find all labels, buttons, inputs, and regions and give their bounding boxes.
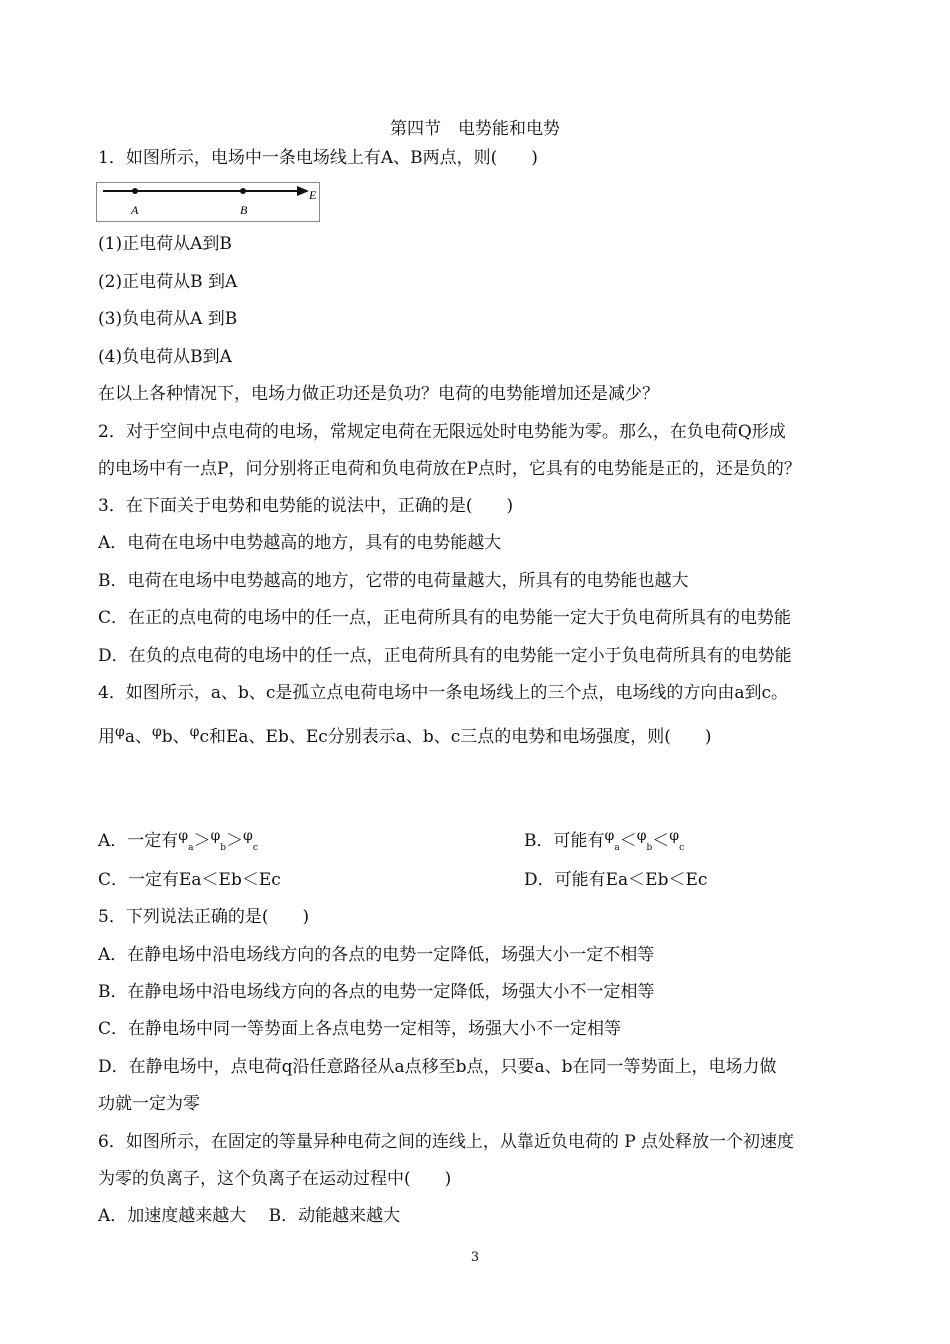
q4-line-2 bbox=[98, 725, 880, 750]
field-line-figure bbox=[96, 182, 320, 222]
q2-line: 的电场中有一点P，问分别将正电荷和负电荷放在P点时，它具有的电势能是正的，还是负的？ bbox=[98, 459, 801, 479]
q5-option: 功就一定为零 bbox=[98, 1094, 200, 1114]
gt-sign: ＞ bbox=[193, 831, 211, 851]
q4-line: 4．如图所示，a、b、c是孤立点电荷电场中一条电场线上的三个点，电场线的方向由a到c。 bbox=[98, 683, 789, 703]
q4-option-a bbox=[98, 828, 258, 853]
phi-symbol: φ bbox=[151, 724, 162, 740]
q4-option-c: C．一定有Ea＜Eb＜Ec bbox=[98, 870, 281, 890]
q4-option-b bbox=[524, 829, 684, 856]
q3-option: D．在负的点电荷的电场中的任一点，正电荷所具有的电势能一定小于负电荷所具有的电势能 bbox=[98, 646, 792, 666]
label-a: A bbox=[131, 203, 139, 217]
q1-stem: 1．如图所示，电场中一条电场线上有A、B两点，则( ) bbox=[98, 148, 538, 168]
phi-symbol: φ bbox=[189, 724, 200, 740]
q5-option: C．在静电场中同一等势面上各点电势一定相等，场强大小不一定相等 bbox=[98, 1019, 622, 1039]
arrow-head-icon bbox=[297, 186, 309, 196]
field-line-diagram bbox=[97, 183, 319, 221]
q5-option: A．在静电场中沿电场线方向的各点的电势一定降低，场强大小一定不相等 bbox=[98, 945, 655, 965]
phi-symbol: φ bbox=[243, 828, 253, 844]
q5-option: B．在静电场中沿电场线方向的各点的电势一定降低，场强大小不一定相等 bbox=[98, 982, 655, 1002]
phi-symbol: φ bbox=[604, 828, 615, 844]
q1-item: (4)负电荷从B到A bbox=[98, 347, 232, 367]
q5-stem: 5．下列说法正确的是( ) bbox=[98, 907, 310, 927]
q4-a: a、 bbox=[124, 727, 152, 747]
point-a-dot bbox=[132, 188, 138, 194]
q1-item: (1)正电荷从A到B bbox=[98, 234, 232, 254]
sub-c: c bbox=[679, 843, 685, 853]
sub-a: a bbox=[614, 843, 620, 853]
phi-symbol: φ bbox=[115, 724, 125, 740]
q6-line: 6．如图所示，在固定的等量异种电荷之间的连线上，从靠近负电荷的 P 点处释放一个初速度 bbox=[98, 1132, 795, 1152]
phi-symbol: φ bbox=[210, 828, 221, 844]
label-b: B bbox=[240, 203, 248, 217]
option-b-prefix: B．可能有 bbox=[524, 831, 605, 851]
section-title: 第四节 电势能和电势 bbox=[390, 119, 560, 139]
q3-option: A．电荷在电场中电势越高的地方，具有的电势能越大 bbox=[98, 533, 502, 553]
q4-rest: c和Ea、Eb、Ec分别表示a、b、c三点的电势和电场强度，则( ) bbox=[199, 727, 712, 747]
option-a-prefix: A．一定有 bbox=[98, 831, 179, 851]
q3-option: B．电荷在电场中电势越高的地方，它带的电荷量越大，所具有的电势能也越大 bbox=[98, 571, 689, 591]
phi-symbol: φ bbox=[636, 828, 647, 844]
page-number: 3 bbox=[470, 1250, 480, 1265]
point-b-dot bbox=[240, 188, 246, 194]
phi-symbol: φ bbox=[669, 828, 680, 844]
q4-prefix: 用 bbox=[98, 727, 115, 747]
sub-a: a bbox=[188, 843, 194, 853]
q1-item: (2)正电荷从B 到A bbox=[98, 272, 238, 292]
lt-sign: ＜ bbox=[619, 831, 637, 851]
q1-item: (3)负电荷从A 到B bbox=[98, 309, 238, 329]
lt-sign: ＜ bbox=[652, 831, 670, 851]
sub-b: b bbox=[646, 843, 653, 853]
q3-option: C．在正的点电荷的电场中的任一点，正电荷所具有的电势能一定大于负电荷所具有的电势能 bbox=[98, 608, 792, 628]
q6-line: 为零的负离子，这个负离子在运动过程中( ) bbox=[98, 1169, 452, 1189]
q2-line: 2．对于空间中点电荷的电场，常规定电荷在无限远处时电势能为零。那么，在负电荷Q形成 bbox=[98, 422, 786, 442]
q3-stem: 3．在下面关于电势和电势能的说法中，正确的是( ) bbox=[98, 496, 514, 516]
q5-option: D．在静电场中，点电荷q沿任意路径从a点移至b点，只要a、b在同一等势面上，电场力做 bbox=[98, 1057, 777, 1077]
q4-option-row bbox=[98, 829, 880, 856]
q4-option-row-2 bbox=[98, 868, 880, 892]
phi-symbol: φ bbox=[178, 828, 189, 844]
sub-c: c bbox=[252, 843, 258, 853]
label-e: E bbox=[309, 188, 317, 202]
q4-option-d: D．可能有Ea＜Eb＜Ec bbox=[524, 870, 708, 890]
q4-b: b、 bbox=[161, 727, 190, 747]
q1-question: 在以上各种情况下，电场力做正功还是负功？电荷的电势能增加还是减少？ bbox=[98, 384, 659, 404]
q6-line: A．加速度越来越大 B．动能越来越大 bbox=[98, 1206, 401, 1226]
gt-sign: ＞ bbox=[226, 831, 244, 851]
sub-b: b bbox=[220, 843, 227, 853]
